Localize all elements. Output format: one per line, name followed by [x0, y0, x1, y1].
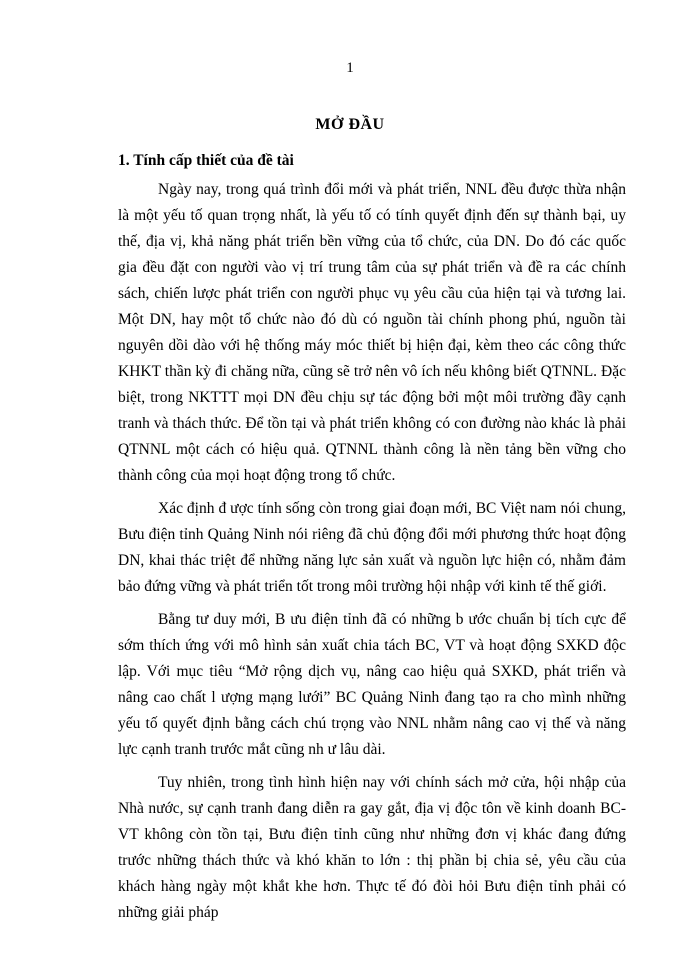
paragraph-importance-of-human-resources: Ngày nay, trong quá trình đổi mới và phát triển, NNL đều được thừa nhận là một yếu tố quan trọng nhất, là yếu tố có tính quyết định đến sự thành bại, uy thế, địa vị, khả năng phát triển bền vững của tổ chức, của DN. Do đó các quốc gia đều đặt con người vào vị trí trung tâm của sự phát triển và đề ra các chính sách, chiến lược phát triển con người phục vụ yêu cầu của hiện tại và tương lai. Một DN, hay một tổ chức nào đó dù có nguồn tài chính phong phú, nguồn tài nguyên dồi dào với hệ thống máy móc thiết bị hiện đại, kèm theo các công thức KHKT thần kỳ đi chăng nữa, cũng sẽ trở nên vô ích nếu không biết QTNNL. Đặc biệt, trong NKTTT mọi DN đều chịu sự tác động bởi một môi trường đầy cạnh tranh và thách thức. Để tồn tại và phát triển không có con đường nào khác là phải QTNNL một cách có hiệu quả. QTNNL thành công là nền tảng bền vững cho thành công của mọi hoạt động trong tổ chức.: [118, 181, 626, 484]
document-title: MỞ ĐẦU: [315, 116, 385, 133]
body-text: [118, 177, 626, 933]
section-heading: 1. Tính cấp thiết của đề tài: [118, 152, 294, 169]
paragraph-post-office-innovation: Xác định đ ược tính sống còn trong giai đoạn mới, BC Việt nam nói chung, Bưu điện tỉnh Quảng Ninh nói riêng đã chủ động đổi mới phương thức hoạt động DN, khai thác triệt để những năng lực sản xuất và nguồn lực hiện có, nhằm đảm bảo đứng vững và phát triển tốt trong môi trường hội nhập với kinh tế thế giới.: [118, 500, 626, 595]
paragraph-new-thinking: Bằng tư duy mới, B ưu điện tỉnh đã có những b ước chuẩn bị tích cực để sớm thích ứng với mô hình sản xuất chia tách BC, VT và hoạt động SXKD độc lập. Với mục tiêu “Mở rộng dịch vụ, nâng cao hiệu quả SXKD, phát triển và nâng cao chất l ượng mạng lưới” BC Quảng Ninh đang tạo ra cho mình những yếu tố quyết định bằng cách chú trọng vào NNL nhằm nâng cao vị thế và năng lực cạnh tranh trước mắt cũng nh ư lâu dài.: [118, 611, 626, 758]
paragraph-challenges: Tuy nhiên, trong tình hình hiện nay với chính sách mở cửa, hội nhập của Nhà nước, sự cạnh tranh đang diễn ra gay gắt, địa vị độc tôn về kinh doanh BC-VT không còn tồn tại, Bưu điện tỉnh cũng như những đơn vị khác đang đứng trước những thách thức và khó khăn to lớn : thị phần bị chia sẻ, yêu cầu của khách hàng ngày một khắt khe hơn. Thực tế đó đòi hỏi Bưu điện tỉnh phải có những giải pháp: [118, 774, 626, 921]
page-number: 1: [346, 60, 354, 76]
